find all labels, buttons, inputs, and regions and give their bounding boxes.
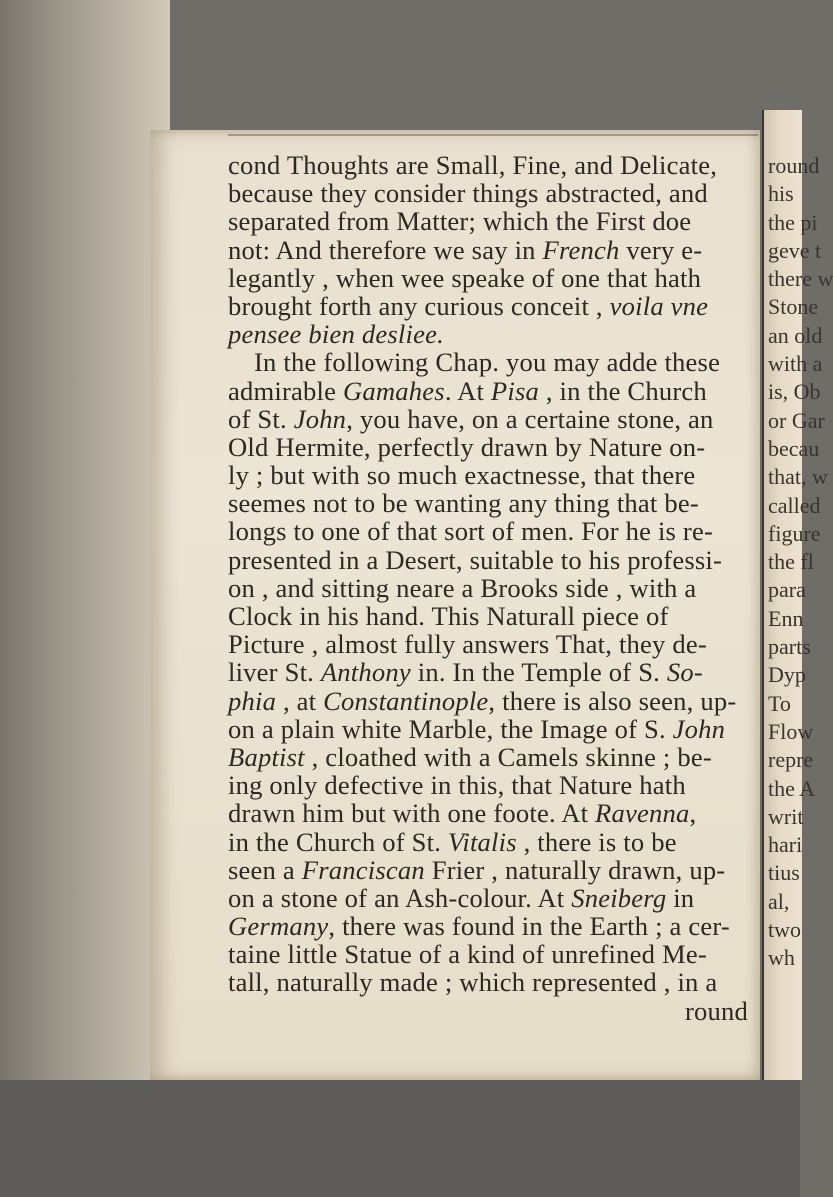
header-rule <box>228 134 758 136</box>
facing-page-fragment: wh <box>768 945 795 971</box>
line-text: not: And therefore we say in <box>228 234 543 265</box>
line-text: In the following Chap. you may adde these <box>254 347 721 378</box>
line-text: Frier , naturally drawn, up- <box>424 854 726 885</box>
text-line <box>228 179 758 207</box>
line-text: on a plain white Marble, the Image of S. <box>228 713 673 744</box>
facing-page-fragment: parts <box>768 634 811 660</box>
facing-page-fragment: Stone <box>768 294 819 320</box>
facing-page-fragment: or Gar <box>768 407 825 433</box>
facing-page-fragment: the A <box>768 775 816 801</box>
line-text: ly ; but with so much exactnesse, that there <box>228 460 696 491</box>
scan-backing <box>0 1080 800 1197</box>
text-line <box>228 348 758 376</box>
line-text: round <box>684 995 748 1026</box>
facing-page-edge <box>762 110 833 1080</box>
text-line <box>228 489 758 517</box>
facing-page-fragment: that, w <box>768 464 828 490</box>
text-line <box>228 433 758 461</box>
italic-text: voila vne <box>609 290 709 321</box>
italic-text: Franciscan <box>301 854 425 885</box>
facing-page-fragment: geve t <box>768 237 822 263</box>
text-line <box>228 799 758 827</box>
text-line <box>228 292 758 320</box>
italic-text: phia <box>228 685 277 716</box>
facing-page-fragment: al, <box>768 888 790 914</box>
text-line <box>228 658 758 686</box>
text-line <box>228 602 758 630</box>
line-text: cond Thoughts are Small, Fine, and Delicate, <box>228 150 718 180</box>
text-line <box>228 884 758 912</box>
facing-page-fragment: To <box>768 690 791 716</box>
line-text: liver St. <box>228 657 321 688</box>
facing-page-fragment: becau <box>768 435 820 461</box>
line-text: taine little Statue of a kind of unrefined Me- <box>228 939 707 970</box>
facing-page-fragment: hari <box>768 832 803 858</box>
line-text: very e- <box>619 234 703 265</box>
text-line <box>228 405 758 433</box>
italic-text: French <box>542 234 620 265</box>
facing-page-fragment: is, Ob <box>768 379 821 405</box>
facing-page-fragment: the pi <box>768 209 818 235</box>
text-line <box>228 151 758 179</box>
line-text: legantly , when wee speake of one that hath <box>228 262 702 293</box>
italic-text: So- <box>666 657 703 688</box>
text-line <box>228 236 758 264</box>
line-text: separated from Matter; which the First doe <box>228 206 692 237</box>
facing-page-fragment: his <box>768 181 794 207</box>
text-line <box>228 687 758 715</box>
line-text: , in the Church <box>539 375 707 406</box>
text-line <box>228 912 758 940</box>
line-text: in. In the Temple of S. <box>410 657 667 688</box>
text-line <box>228 461 758 489</box>
text-line <box>228 771 758 799</box>
facing-page-fragment: the fl <box>768 549 814 575</box>
facing-page-text <box>768 152 833 973</box>
italic-text: Constantinople <box>323 685 489 716</box>
line-text: , there is to be <box>516 826 677 857</box>
line-text: tall, naturally made ; which represented , in a <box>228 967 718 998</box>
line-text: admirable <box>228 375 343 406</box>
line-text: seemes not to be wanting any thing that be- <box>228 488 699 519</box>
line-text: Old Hermite, perfectly drawn by Nature on- <box>228 431 706 462</box>
line-text: , you have, on a certaine stone, an <box>346 403 714 434</box>
line-text: , there was found in the Earth ; a cer- <box>328 911 730 942</box>
facing-page-fragment: figure <box>768 520 821 546</box>
facing-page-fragment: para <box>768 577 806 603</box>
line-text: Clock in his hand. This Naturall piece of <box>228 601 669 631</box>
book-binding <box>0 0 170 1197</box>
line-text: , at <box>276 685 324 716</box>
text-line <box>228 940 758 968</box>
line-text: of St. <box>228 403 294 434</box>
facing-page-fragment: Enn <box>768 605 804 631</box>
facing-page-fragment: called <box>768 492 821 518</box>
line-text: . At <box>444 375 491 406</box>
line-text: Picture , almost fully answers That, they de- <box>228 629 707 660</box>
text-line <box>228 207 758 235</box>
line-text: , cloathed with a Camels skinne ; be- <box>304 741 712 772</box>
italic-text: Pisa <box>490 375 540 406</box>
line-text: drawn him but with one foote. At <box>228 798 596 829</box>
italic-text: Vitalis <box>447 826 517 857</box>
text-line <box>228 997 758 1025</box>
italic-text: pensee bien desliee. <box>228 319 444 350</box>
text-line <box>228 546 758 574</box>
line-text: presented in a Desert, suitable to his professi- <box>228 544 723 575</box>
italic-text: John <box>672 713 726 744</box>
line-text: on , and sitting neare a Brooks side , with a <box>228 572 697 603</box>
line-text: because they consider things abstracted, and <box>228 178 708 209</box>
text-line <box>228 630 758 658</box>
line-text: in <box>666 882 695 913</box>
facing-page-fragment: round <box>768 153 820 178</box>
line-text: seen a <box>228 854 302 885</box>
facing-page-fragment: repre <box>768 747 814 773</box>
facing-page-fragment: an old <box>768 322 823 348</box>
line-text: ing only defective in this, that Nature hath <box>228 770 686 801</box>
text-line <box>228 264 758 292</box>
text-line <box>228 743 758 771</box>
text-line <box>228 574 758 602</box>
line-text: on a stone of an Ash-colour. At <box>228 882 572 913</box>
facing-page-fragment: with a <box>768 351 823 377</box>
italic-text: Gamahes <box>342 375 445 406</box>
italic-text: Baptist <box>228 741 305 772</box>
text-line <box>228 856 758 884</box>
text-line <box>228 377 758 405</box>
text-line <box>228 517 758 545</box>
line-text: brought forth any curious conceit , <box>228 290 610 321</box>
facing-page-fragment: writ <box>768 803 804 829</box>
italic-text: Anthony <box>320 657 411 688</box>
facing-page-fragment: there w <box>768 266 833 292</box>
text-line <box>228 715 758 743</box>
italic-text: Sneiberg <box>571 882 667 913</box>
italic-text: Ravenna <box>595 798 690 829</box>
line-text: in the Church of St. <box>228 826 448 857</box>
line-text: , <box>689 798 697 829</box>
facing-page-fragment: Flow <box>768 718 814 744</box>
line-text: longs to one of that sort of men. For he is re- <box>228 516 714 547</box>
text-line <box>228 968 758 996</box>
facing-page-fragment: two <box>768 917 801 943</box>
facing-page-fragment: tius <box>768 860 800 886</box>
italic-text: John <box>293 403 347 434</box>
text-line <box>228 828 758 856</box>
page-text-block <box>228 151 758 1025</box>
facing-page-fragment: Dyp <box>768 662 806 688</box>
line-text: , there is also seen, up- <box>488 685 737 716</box>
italic-text: Germany <box>228 911 329 942</box>
text-line <box>228 320 758 348</box>
